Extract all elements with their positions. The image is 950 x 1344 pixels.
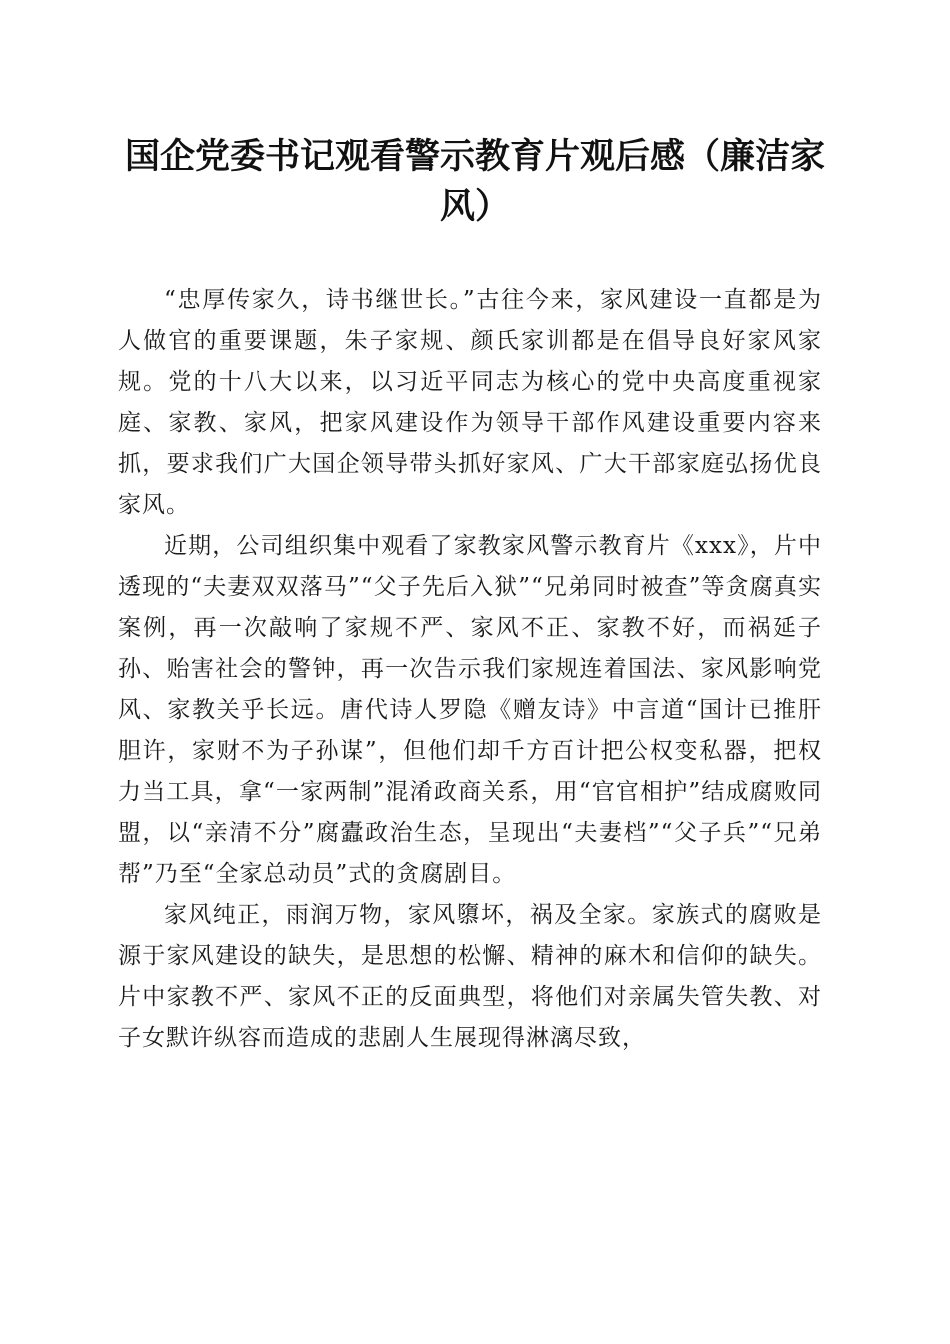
paragraph-3: 家风纯正，雨润万物，家风隳坏，祸及全家。家族式的腐败是源于家风建设的缺失，是思想的松懈、精神的麻木和信仰的缺失。片中家教不严、家风不正的反面典型，将他们对亲属失管失教、对子女默许纵容而造成的悲剧人生展现得淋漓尽致， <box>118 902 822 1051</box>
document-body <box>118 280 822 1059</box>
document-title: 国企党委书记观看警示教育片观后感（廉洁家风） <box>124 136 825 227</box>
paragraph-1: “忠厚传家久，诗书继世长。”古往今来，家风建设一直都是为人做官的重要课题，朱子家规、颜氏家训都是在倡导良好家风家规。党的十八大以来，以习近平同志为核心的党中央高度重视家庭、家教、家风，把家风建设作为领导干部作风建设重要内容来抓，要求我们广大国企领导带头抓好家风、广大干部家庭弘扬优良家风。 <box>118 287 822 518</box>
paragraph-2: 近期，公司组织集中观看了家教家风警示教育片《xxx》，片中透现的“夫妻双双落马”“父子先后入狱”“兄弟同时被查”等贪腐真实案例，再一次敲响了家规不严、家风不正、家教不好，而祸延子孙、贻害社会的警钟，再一次告示我们家规连着国法、家风影响党风、家教关乎长远。唐代诗人罗隐《赠友诗》中言道“国计已推肝胆许，家财不为子孙谋”，但他们却千方百计把公权变私器，把权力当工具，拿“一家两制”混淆政商关系，用“官官相护”结成腐败同盟，以“亲清不分”腐蠹政治生态，呈现出“夫妻档”“父子兵”“兄弟帮”乃至“全家总动员”式的贪腐剧目。 <box>118 533 822 887</box>
